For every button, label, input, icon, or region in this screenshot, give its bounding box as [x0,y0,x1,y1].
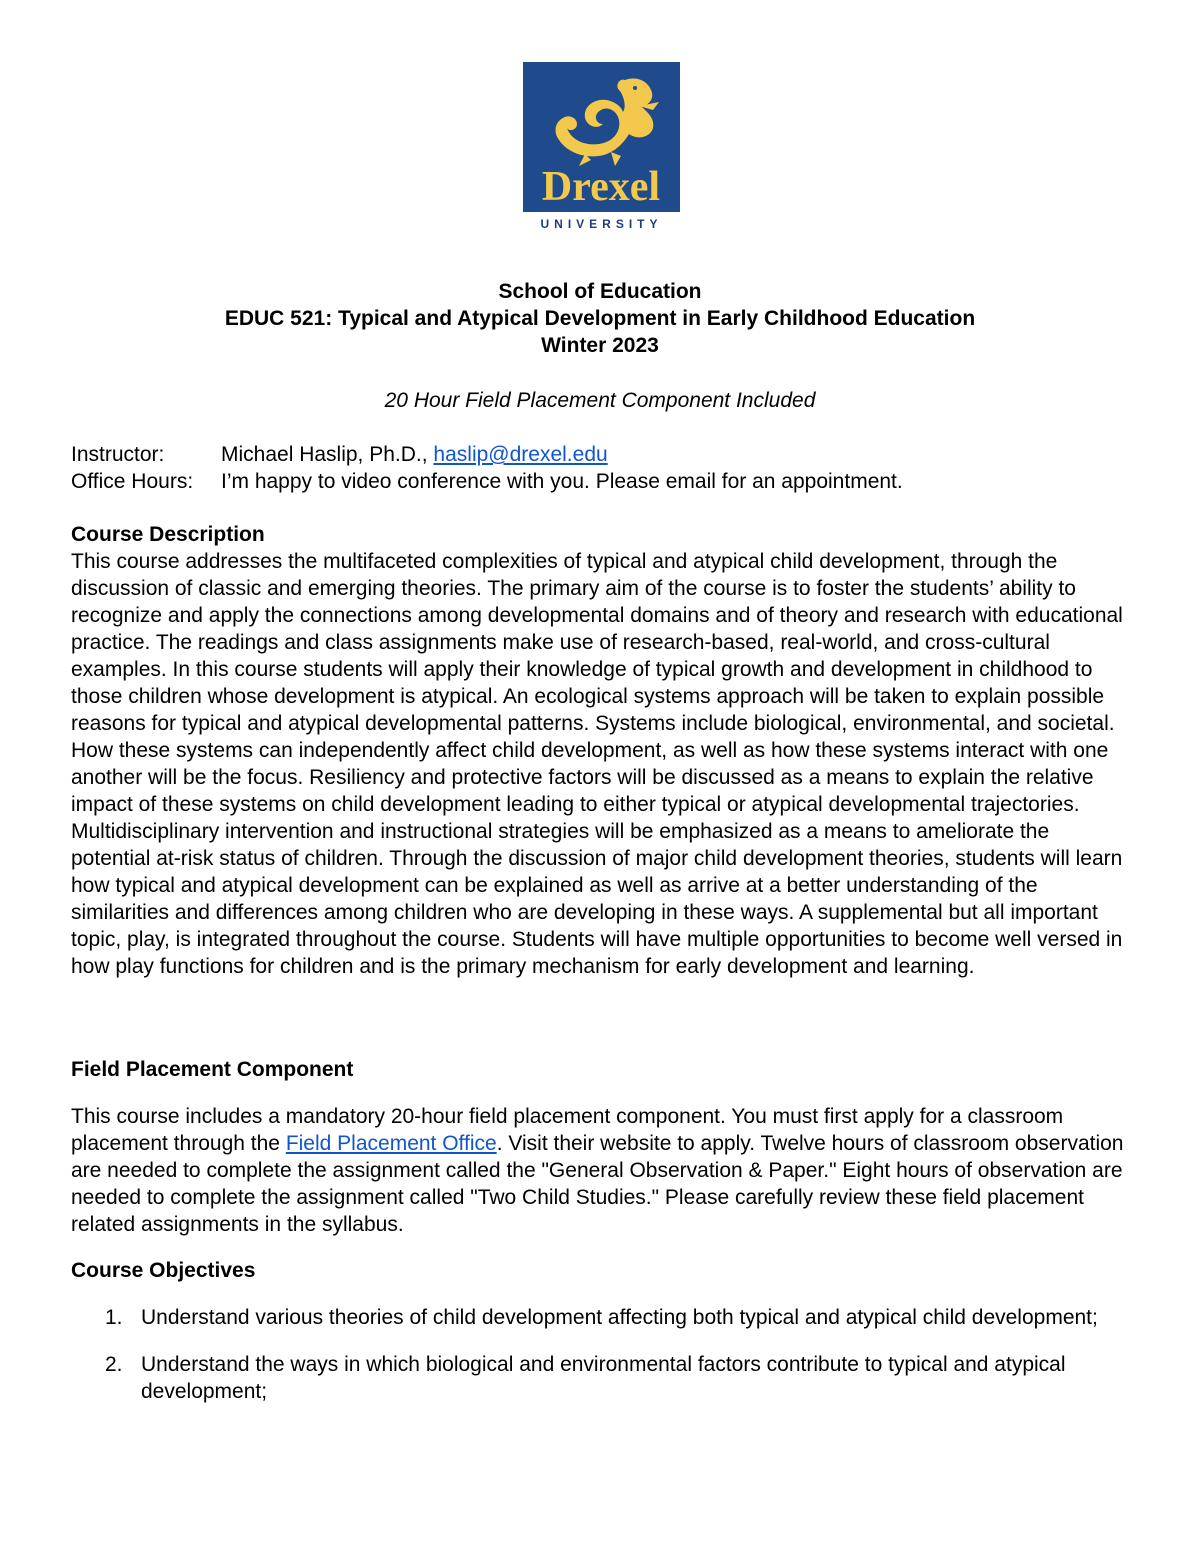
contact-info [71,441,1131,495]
instructor-name: Michael Haslip, Ph.D., haslip@drexel.edu [221,443,608,466]
school-name: School of Education [498,280,702,303]
drexel-logo [523,62,680,212]
office-hours-row [71,468,1131,495]
office-hours-label: Office Hours: [71,470,194,493]
logo-subtitle: UNIVERSITY [540,217,663,231]
dragon-icon [523,62,680,212]
field-placement-title: Field Placement Component [71,1058,354,1081]
instructor-email-link[interactable]: haslip@drexel.edu [433,443,608,466]
course-description-body: This course addresses the multifaceted complexities of typical and atypical child development, through the discussion of classic and emerging theories. The primary aim of the course is to foster the students’ ability to recognize and apply the connections among developmental domains and of theory and research with educational practice. The readings and class assignments make use of research-based, real-world, and cross-cultural examples. In this course students will apply their knowledge of typical growth and development in childhood to those children whose development is atypical. An ecological systems approach will be taken to explain possible reasons for typical and atypical developmental patterns. Systems include biological, environmental, and societal. How these systems can independently affect child development, as well as how these systems interact with one another will be the focus. Resiliency and protective factors will be discussed as a means to explain the relative impact of these systems on child development leading to either typical or atypical developmental trajectories. Multidisciplinary intervention and instructional strategies will be emphasized as a means to ameliorate the potential at-risk status of children. Through the discussion of major child development theories, students will learn how typical and atypical development can be explained as well as arrive at a better understanding of the similarities and differences among children who are developing in these ways. A supplemental but all important topic, play, is integrated throughout the course. Students will have multiple opportunities to become well versed in how play functions for children and is the primary mechanism for early development and learning. [71,550,1123,978]
list-item [71,1351,1131,1405]
field-placement-body: This course includes a mandatory 20-hour field placement component. You must first apply for a classroom placement through the Field Placement Office. Visit their website to apply. Twelve hours of classroom observation are needed to complete the assignment called the "General Observation & Paper." Eight hours of observation are needed to complete the assignment called "Two Child Studies." Please carefully review these field placement related assignments in the syllabus. [71,1105,1124,1236]
list-item-number: 2. [105,1353,123,1376]
course-title: EDUC 521: Typical and Atypical Development in Early Childhood Education [224,307,976,330]
course-description-title: Course Description [71,523,265,546]
objectives-list [71,1304,1131,1425]
list-item [71,1304,1131,1331]
course-objectives-title: Course Objectives [71,1259,256,1282]
list-item-text: Understand various theories of child development affecting both typical and atypical child development; [141,1306,1098,1329]
course-header [0,278,1200,359]
logo-wordmark: Drexel [541,164,661,210]
field-placement-note: 20 Hour Field Placement Component Included [384,389,816,412]
list-item-number: 1. [105,1306,123,1329]
list-item-text: Understand the ways in which biological and environmental factors contribute to typical and atypical development; [141,1353,1066,1403]
field-placement-office-link[interactable]: Field Placement Office [285,1132,497,1155]
instructor-label: Instructor: [71,443,165,466]
course-term: Winter 2023 [541,334,659,357]
office-hours-text: I’m happy to video conference with you. Please email for an appointment. [221,470,903,493]
instructor-row [71,441,1131,468]
